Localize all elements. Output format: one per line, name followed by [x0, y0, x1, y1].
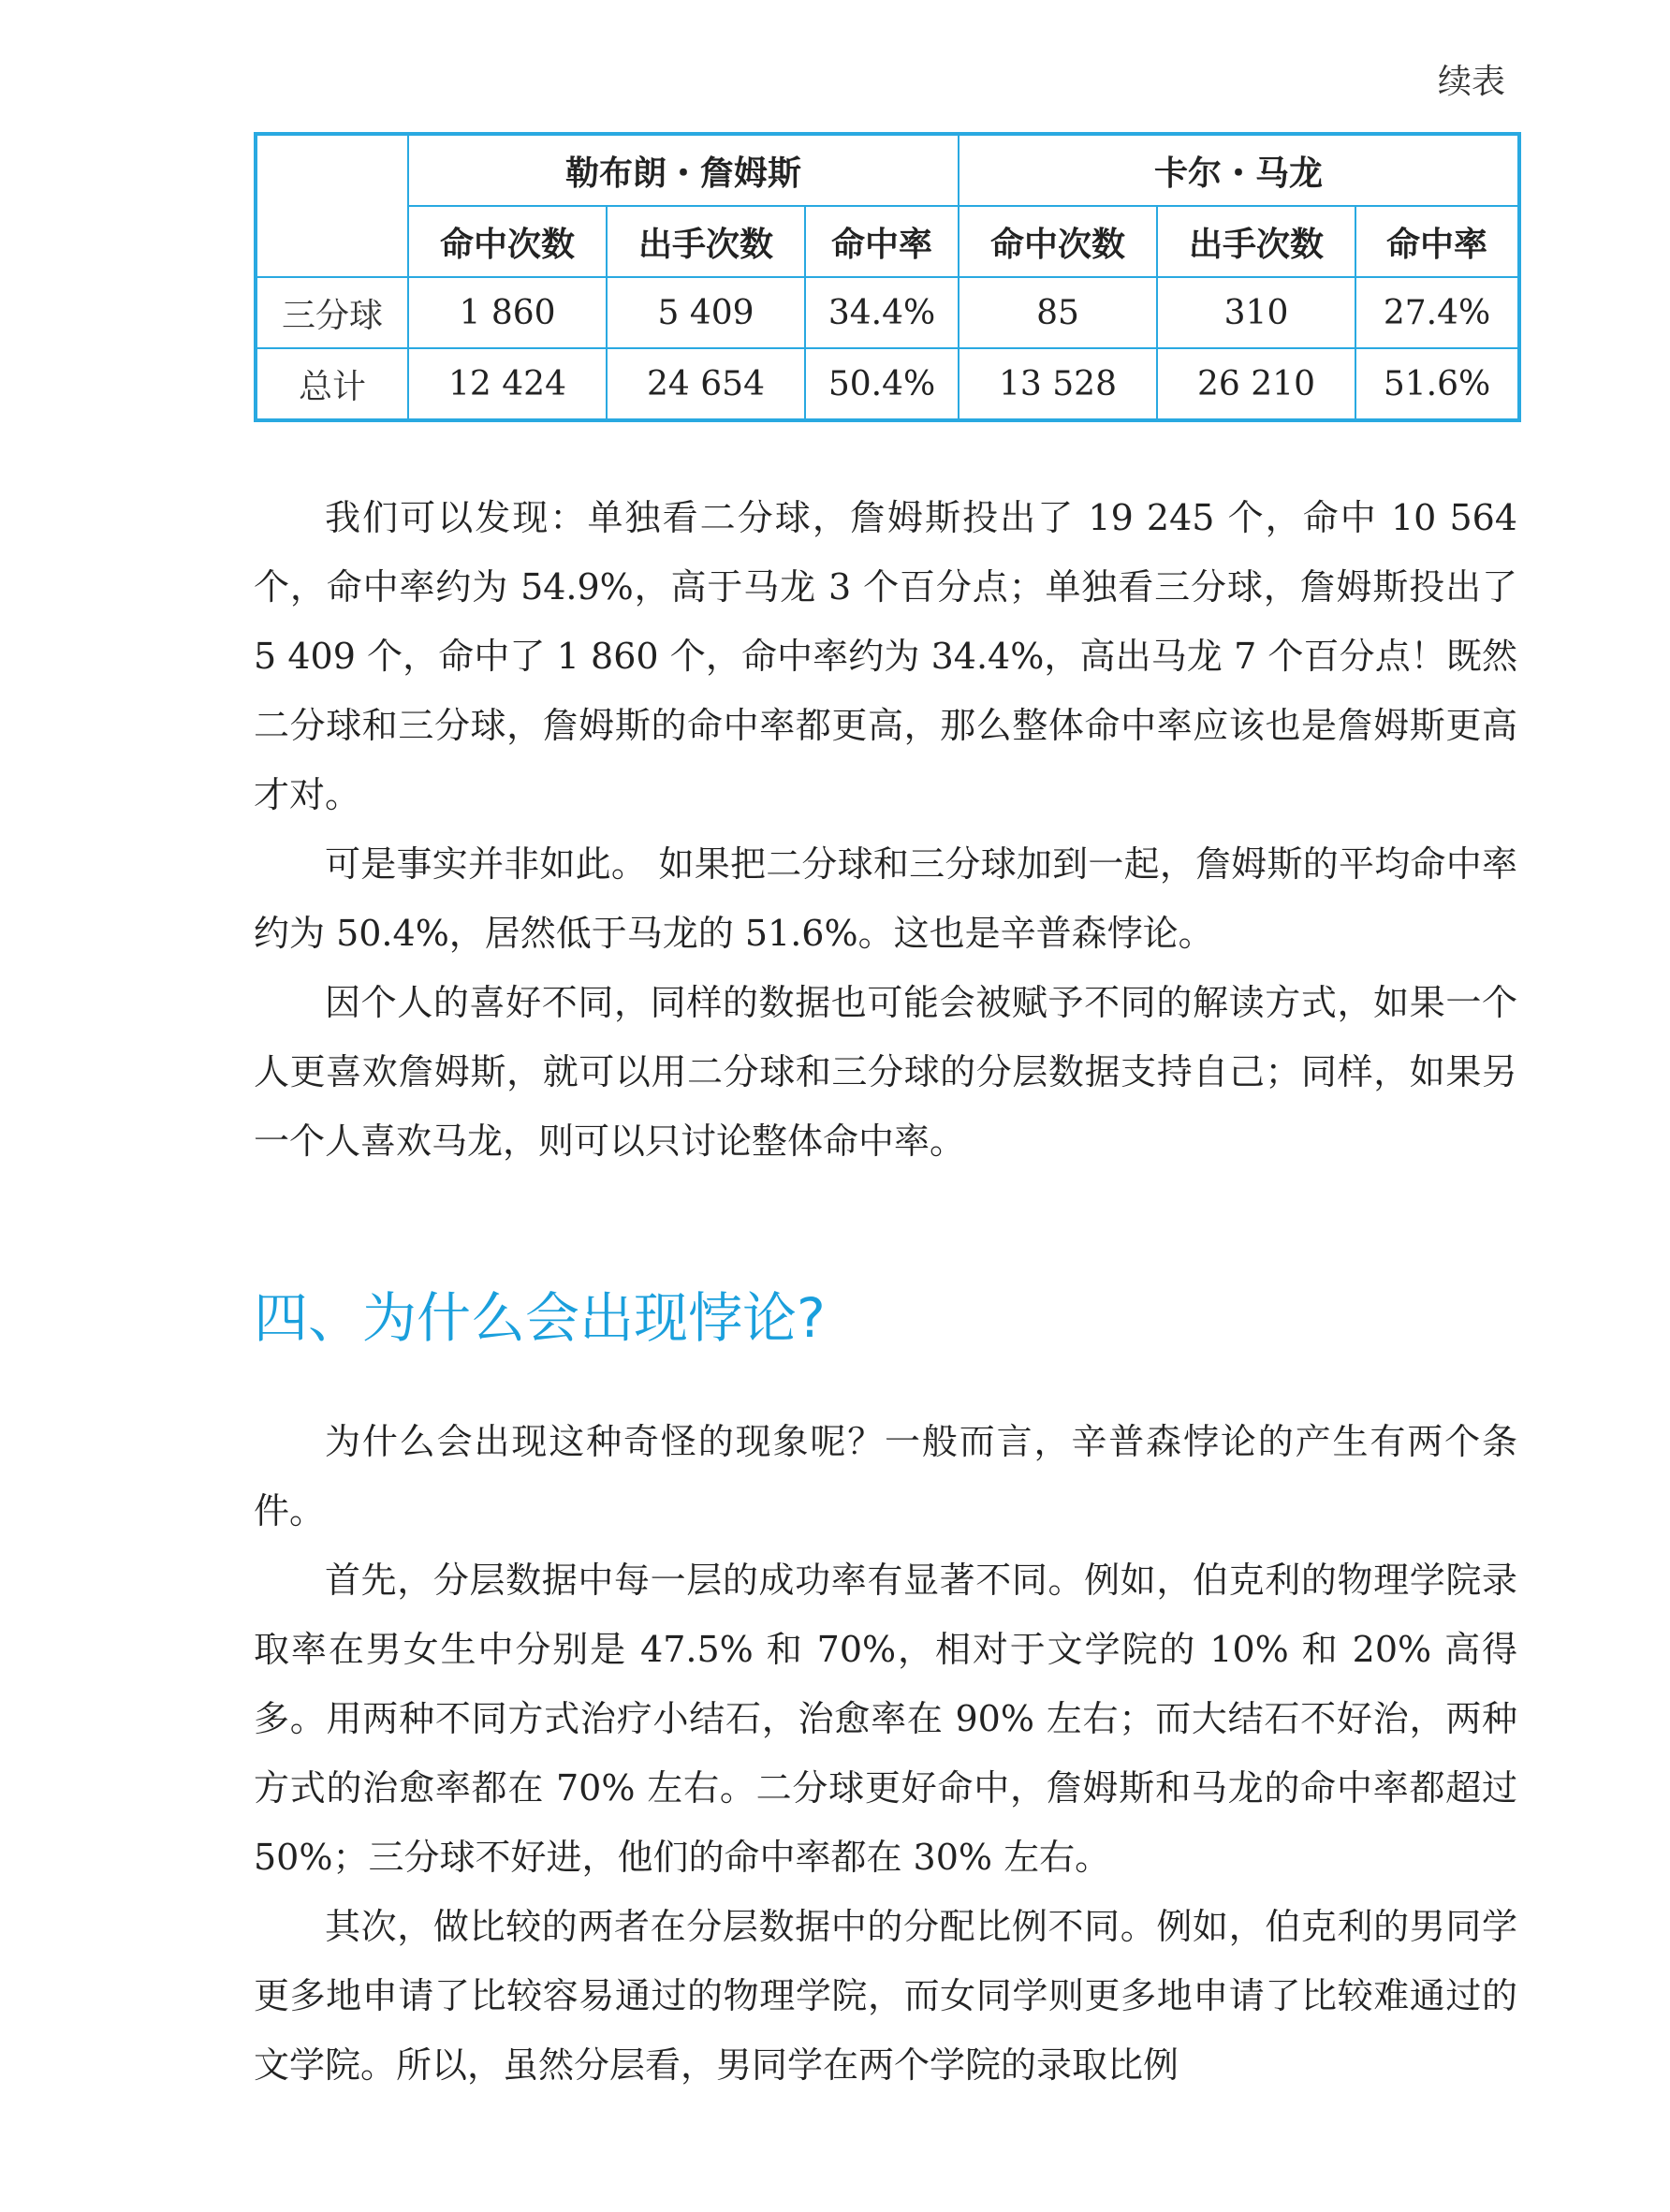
row-label: 三分球 [256, 277, 408, 348]
table-cell: 51.6% [1355, 348, 1519, 420]
table-cell: 12 424 [408, 348, 607, 420]
subheader-attempts: 出手次数 [607, 206, 805, 277]
table-cell: 27.4% [1355, 277, 1519, 348]
subheader-made: 命中次数 [959, 206, 1157, 277]
body-text-bottom [254, 1407, 1517, 2100]
table-subheader-row [256, 206, 1519, 277]
table-cell: 5 409 [607, 277, 805, 348]
table-cell: 310 [1157, 277, 1355, 348]
table-cell: 1 860 [408, 277, 607, 348]
paragraph: 为什么会出现这种奇怪的现象呢？一般而言，辛普森悖论的产生有两个条件。 [254, 1421, 1517, 1531]
table-row [256, 277, 1519, 348]
subheader-made: 命中次数 [408, 206, 607, 277]
section-heading: 四、为什么会出现悖论? [254, 1286, 826, 1350]
paragraph: 其次，做比较的两者在分层数据中的分配比例不同。例如，伯克利的男同学更多地申请了比较容易通过的物理学院，而女同学则更多地申请了比较难通过的文学院。所以，虽然分层看，男同学在两个学院的录取比例 [254, 1906, 1517, 2086]
subheader-pct: 命中率 [805, 206, 959, 277]
table-cell: 24 654 [607, 348, 805, 420]
corner-cell [256, 134, 408, 277]
row-label: 总计 [256, 348, 408, 420]
player2-header: 卡尔・马龙 [959, 134, 1519, 206]
body-text-top [254, 483, 1517, 1176]
table-cell: 85 [959, 277, 1157, 348]
paragraph: 可是事实并非如此。 如果把二分球和三分球加到一起，詹姆斯的平均命中率约为 50.4%，居然低于马龙的 51.6%。这也是辛普森悖论。 [254, 843, 1517, 954]
paragraph: 首先，分层数据中每一层的成功率有显著不同。例如，伯克利的物理学院录取率在男女生中分别是 47.5% 和 70%，相对于文学院的 10% 和 20% 高得多。用两种不同方式治疗小结石，治愈率在 90% 左右；而大结石不好治，两种方式的治愈率都在 70% 左右。二分球更好命中，詹姆斯和马龙的命中率都超过 50%；三分球不好进，他们的命中率都在 30% 左右。 [254, 1560, 1517, 1878]
table-cell: 26 210 [1157, 348, 1355, 420]
table-cell: 13 528 [959, 348, 1157, 420]
subheader-attempts: 出手次数 [1157, 206, 1355, 277]
table-header-row [256, 134, 1519, 206]
subheader-pct: 命中率 [1355, 206, 1519, 277]
stats-table [254, 132, 1521, 422]
table-cell: 34.4% [805, 277, 959, 348]
table-cell: 50.4% [805, 348, 959, 420]
page-header: 续表 [1437, 63, 1505, 101]
paragraph: 我们可以发现：单独看二分球，詹姆斯投出了 19 245 个，命中 10 564 个，命中率约为 54.9%，高于马龙 3 个百分点；单独看三分球，詹姆斯投出了 5 409 个，命中了 1 860 个，命中率约为 34.4%，高出马龙 7 个百分点！既然二分球和三分球，詹姆斯的命中率都更高，那么整体命中率应该也是詹姆斯更高才对。 [254, 497, 1517, 815]
table-row [256, 348, 1519, 420]
player1-header: 勒布朗・詹姆斯 [408, 134, 959, 206]
paragraph: 因个人的喜好不同，同样的数据也可能会被赋予不同的解读方式，如果一个人更喜欢詹姆斯，就可以用二分球和三分球的分层数据支持自己；同样，如果另一个人喜欢马龙，则可以只讨论整体命中率。 [254, 982, 1517, 1162]
